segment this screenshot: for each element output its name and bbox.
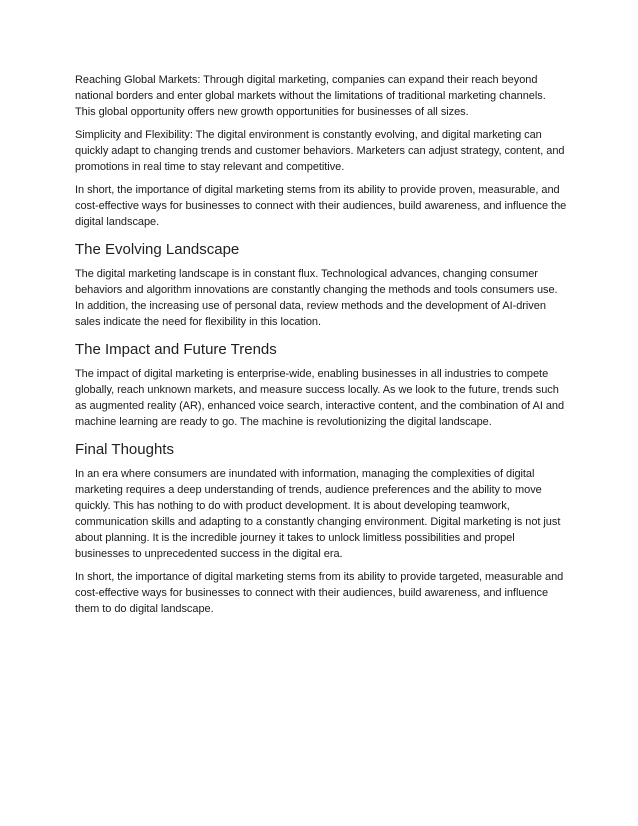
paragraph-simplicity-flexibility: Simplicity and Flexibility: The digital environment is constantly evolving, and digital marketing can quickly adapt to changing trends and customer behaviors. Marketers can adjust strategy, content, and promotions in real time to stay relevant and competitive. [75,129,565,173]
document-body [75,72,567,624]
heading-final-thoughts: Final Thoughts [75,441,174,458]
paragraph-in-short-intro: In short, the importance of digital marketing stems from its ability to provide proven, measurable, and cost-effective ways for businesses to connect with their audiences, build awareness, and influence the digital landscape. [75,184,567,228]
paragraph-global-markets: Reaching Global Markets: Through digital marketing, companies can expand their reach beyond national borders and enter global markets without the limitations of traditional marketing channels. This global opportunity offers new growth opportunities for businesses of all sizes. [75,74,546,118]
paragraph-final-thoughts-1: In an era where consumers are inundated with information, managing the complexities of digital marketing requires a deep understanding of trends, audience preferences and the ability to move quickly. This has nothing to do with product development. It is about developing teamwork, communication skills and adapting to a constantly changing environment. Digital marketing is not just about planning. It is the incredible journey it takes to unlock limitless possibilities and propel businesses to unprecedented success in the digital era. [75,468,561,560]
heading-impact-future-trends: The Impact and Future Trends [75,341,277,358]
heading-evolving-landscape: The Evolving Landscape [75,241,240,258]
paragraph-evolving-landscape: The digital marketing landscape is in constant flux. Technological advances, changing consumer behaviors and algorithm innovations are constantly changing the methods and tools consumers use. In addition, the increasing use of personal data, review methods and the development of AI-driven sales indicate the need for flexibility in this location. [75,268,558,328]
paragraph-final-thoughts-2: In short, the importance of digital marketing stems from its ability to provide targeted, measurable and cost-effective ways for businesses to connect with their audiences, build awareness, and influence them to do digital landscape. [75,571,564,615]
paragraph-impact-future-trends: The impact of digital marketing is enterprise-wide, enabling businesses in all industries to compete globally, reach unknown markets, and measure success locally. As we look to the future, trends such as augmented reality (AR), enhanced voice search, interactive content, and the combination of AI and machine learning are ready to go. The machine is revolutionizing the digital landscape. [75,368,565,428]
